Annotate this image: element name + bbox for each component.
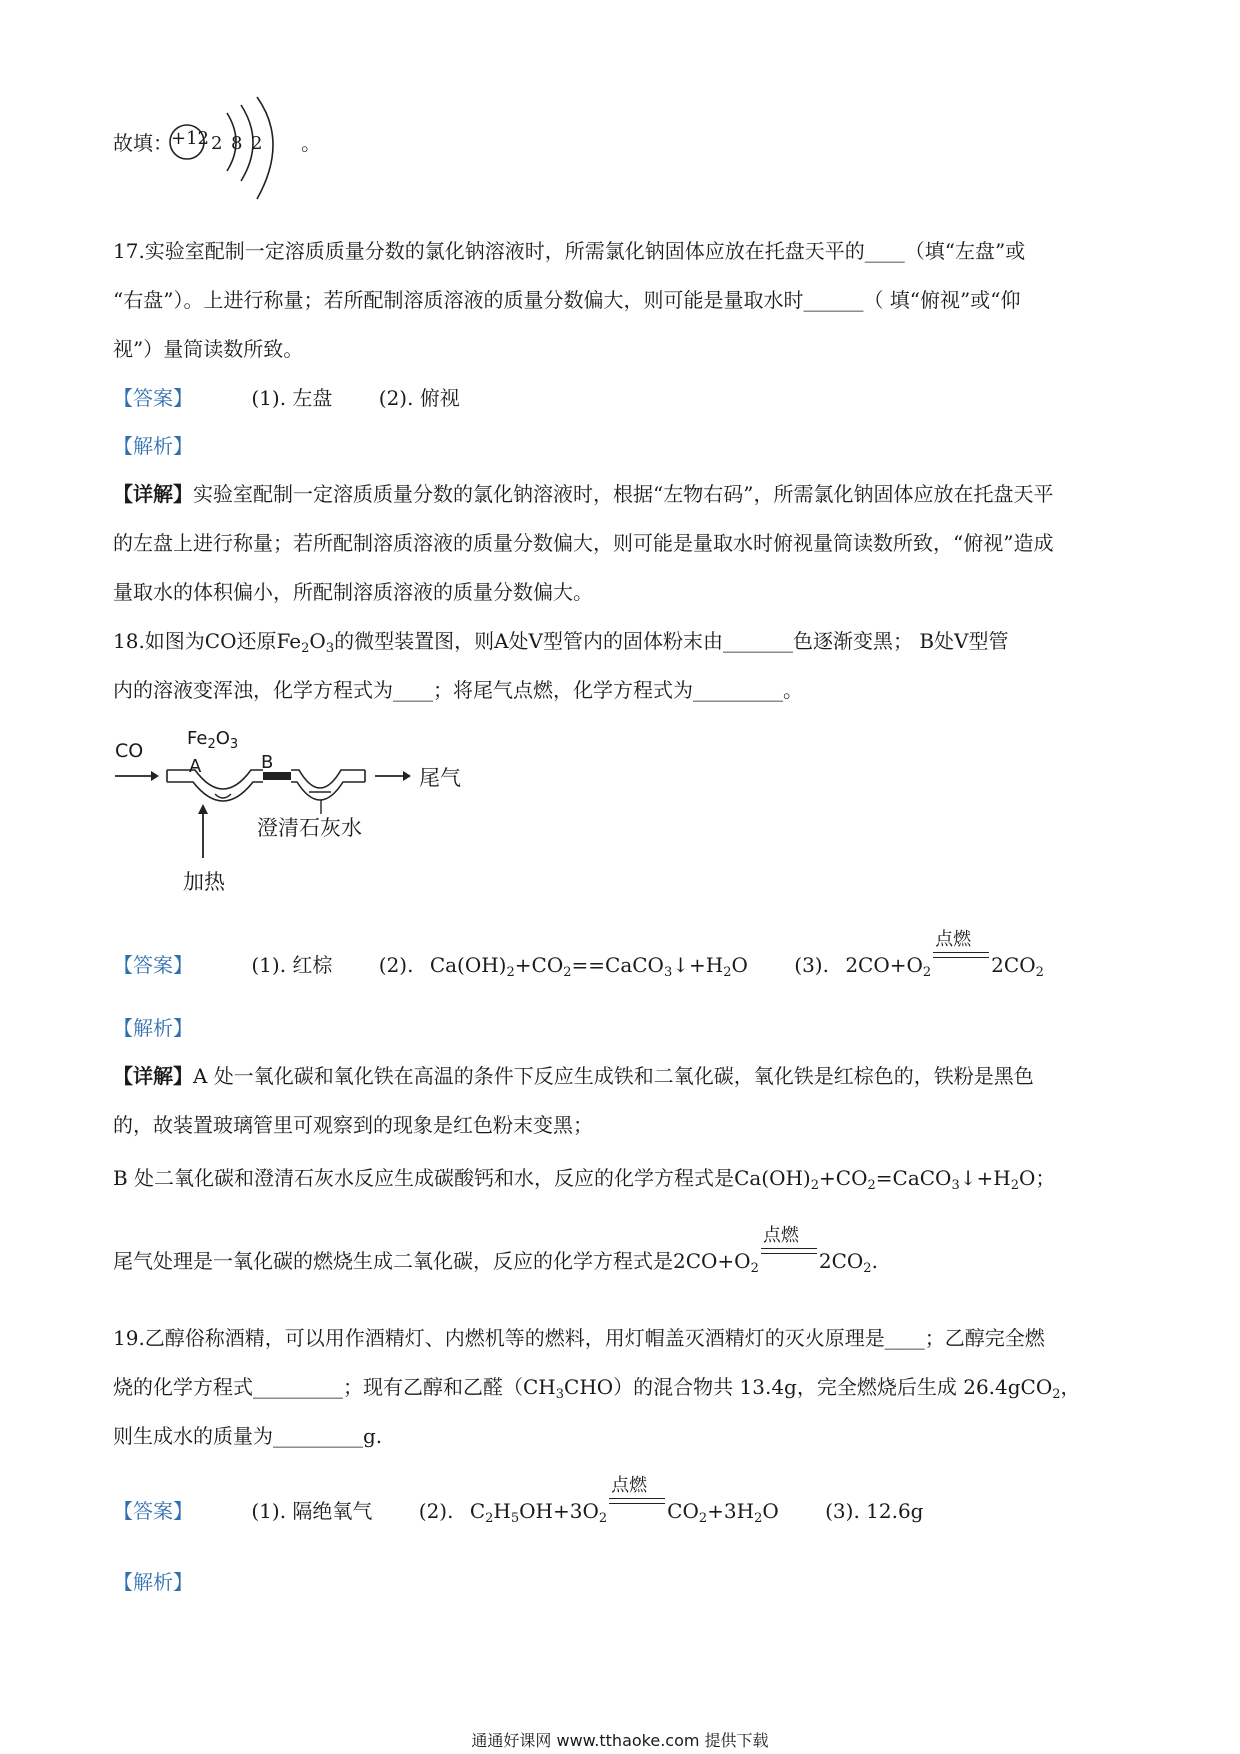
eq-sub: 2 xyxy=(723,965,732,980)
eq-o: O xyxy=(762,1499,779,1523)
q19-answer-row xyxy=(113,1475,1133,1535)
eq-sub: 2 xyxy=(698,1511,708,1526)
answer-tag: 【答案】 xyxy=(113,953,193,977)
eq-caco3: CaCO xyxy=(605,953,664,977)
eq-2co2: 2CO xyxy=(818,1249,864,1273)
sub-2: 2 xyxy=(1052,1387,1061,1402)
q19-analysis-tag: 【解析】 xyxy=(113,1570,193,1594)
q18-detail-line-1 xyxy=(113,1052,1133,1100)
q18-detail-line-4 xyxy=(113,1225,1133,1285)
q17-line-2: “右盘”）。上进行称量；若所配制溶质溶液的质量分数偏大，则可能是量取水时______（ 填“俯视”或“仰 xyxy=(113,288,1021,312)
heat-label: 加热 xyxy=(183,870,225,894)
suffix-text: 。 xyxy=(301,131,321,155)
eq-sign: == xyxy=(571,953,606,977)
tail-arrow-head xyxy=(403,771,411,781)
q18-detail-text-3: B 处二氧化碳和澄清石灰水反应生成碳酸钙和水，反应的化学方程式是 xyxy=(113,1166,735,1190)
eq-sub: 2 xyxy=(750,1261,759,1276)
co-label: CO xyxy=(115,740,144,762)
page-footer: 通通好课网 www.tthaoke.com 提供下载 xyxy=(471,1731,769,1750)
eq-sub: 2 xyxy=(598,1511,608,1526)
eq-sub: 5 xyxy=(510,1511,520,1526)
shell-count-3: 2 xyxy=(251,133,263,154)
eq-sub: 2 xyxy=(485,1511,494,1526)
shell-count-2: 8 xyxy=(231,133,243,154)
eq-sub: 2 xyxy=(867,1178,876,1193)
q17-line-3: 视”）量筒读数所致。 xyxy=(113,337,304,361)
sub-3: 3 xyxy=(325,641,335,656)
q18-detail-text-4: 尾气处理是一氧化碳的燃烧生成二氧化碳，反应的化学方程式是 xyxy=(113,1249,673,1273)
co-arrow-head xyxy=(151,771,159,781)
q18-detail-line-3 xyxy=(113,1154,1133,1202)
eq-sub: 2 xyxy=(563,965,572,980)
eq-sub: 2 xyxy=(1010,1178,1019,1193)
q18-line-1 xyxy=(113,617,1133,665)
q18-answer-3-label: (3). xyxy=(794,953,829,977)
o-text: O xyxy=(215,728,230,749)
q17-detail-line-2: 的左盘上进行称量；若所配制溶质溶液的质量分数偏大，则可能是量取水时俯视量筒读数所致，“俯视”造成 xyxy=(113,531,1054,555)
eq-o: O xyxy=(731,953,748,977)
eq-sub: 2 xyxy=(863,1261,872,1276)
apparatus-diagram xyxy=(113,728,493,898)
q18-answer-3 xyxy=(794,929,1044,989)
eq-sub: 3 xyxy=(951,1178,960,1193)
eq-sub: 2 xyxy=(506,965,515,980)
connector xyxy=(263,772,291,780)
answer-tag: 【答案】 xyxy=(113,386,193,410)
eq-3h2o: +3H xyxy=(707,1499,755,1523)
q19-line-2a: 烧的化学方程式_________；现有乙醇和乙醛（CH xyxy=(113,1375,556,1399)
q18-answer-2-label: (2). xyxy=(378,953,414,977)
q18-line-1a: 18.如图为CO还原Fe xyxy=(113,629,302,653)
eq-sub: 3 xyxy=(663,965,673,980)
eq-co2: +CO xyxy=(819,1166,868,1190)
q17-answer-row xyxy=(113,374,1133,422)
atom-structure-line xyxy=(113,95,513,205)
q19-line-1: 19.乙醇俗称酒精，可以用作酒精灯、内燃机等的燃料，用灯帽盖灭酒精灯的灭火原理是____；乙醇完全燃 xyxy=(113,1326,1045,1350)
q18-line-2: 内的溶液变浑浊，化学方程式为____；将尾气点燃，化学方程式为_________。 xyxy=(113,678,803,702)
detail-tag: 【详解】 xyxy=(113,482,193,506)
q17-detail-line-3: 量取水的体积偏小，所配制溶质溶液的质量分数偏大。 xyxy=(113,580,593,604)
eq-h: H xyxy=(493,1499,511,1523)
ignite-condition xyxy=(931,929,991,978)
eq-co2: CO xyxy=(667,1499,699,1523)
powder-a xyxy=(215,794,231,798)
q17-detail-text-1: 实验室配制一定溶质质量分数的氯化钠溶液时，根据“左物右码”，所需氯化钠固体应放在托盘天平 xyxy=(193,482,1054,506)
heat-arrow-head xyxy=(198,804,208,814)
q19-line-3: 则生成水的质量为_________g. xyxy=(113,1424,383,1448)
o-sub: 3 xyxy=(229,737,239,752)
ignite-text: 点燃 xyxy=(611,1475,648,1496)
equation-combustion xyxy=(845,929,1044,989)
eq-caoh: Ca(OH) xyxy=(429,953,507,977)
q17-detail-line-1 xyxy=(113,470,1133,518)
eq-caco3: CaCO xyxy=(892,1166,952,1190)
point-b-label: B xyxy=(261,752,274,773)
q18-detail-end-3: ； xyxy=(1035,1166,1056,1190)
eq-sign: = xyxy=(875,1166,893,1190)
limewater-label: 澄清石灰水 xyxy=(257,816,362,840)
prefix-text: 故填： xyxy=(113,131,173,155)
sub-3: 3 xyxy=(555,1387,565,1402)
q18-answer-2 xyxy=(379,941,748,989)
answer-tag: 【答案】 xyxy=(113,1499,193,1523)
eq-sub: 2 xyxy=(1035,965,1044,980)
fe-text: Fe xyxy=(187,728,208,749)
q18-line-1b: O xyxy=(309,629,326,653)
q19-answer-1: (1). 隔绝氧气 xyxy=(251,1499,373,1523)
q18-detail-end-4: . xyxy=(871,1249,878,1273)
eq-2co: 2CO+O xyxy=(845,953,923,977)
tail-gas-label: 尾气 xyxy=(419,766,461,790)
detail-tag: 【详解】 xyxy=(113,1064,193,1088)
q19-answer-2-label: (2). xyxy=(418,1499,454,1523)
eq-caoh: Ca(OH) xyxy=(734,1166,811,1190)
eq-arrow: ↓ xyxy=(959,1166,977,1190)
q19-line-2b: CHO）的混合物共 13.4g，完全燃烧后生成 26.4gCO xyxy=(564,1375,1053,1399)
q19-line-2 xyxy=(113,1363,1133,1411)
eq-sub: 2 xyxy=(754,1511,763,1526)
equation-ethanol xyxy=(469,1475,779,1535)
q18-answer-row xyxy=(113,929,1133,989)
q18-analysis-tag: 【解析】 xyxy=(113,1016,193,1040)
q19-answer-3: (3). 12.6g xyxy=(825,1499,924,1523)
sub-2: 2 xyxy=(301,641,310,656)
tube-inner xyxy=(167,782,365,801)
eq-sub: 2 xyxy=(810,1178,820,1193)
ignite-condition xyxy=(759,1225,819,1274)
eq-co2: +CO xyxy=(514,953,564,977)
q18-detail-text-1: A 处一氧化碳和氧化铁在高温的条件下反应生成铁和二氧化碳，氧化铁是红棕色的，铁粉是黑色 xyxy=(193,1064,1034,1088)
nucleus-charge: +12 xyxy=(171,128,209,149)
q18-line-1c: 的微型装置图，则A处V型管内的固体粉末由_______色逐渐变黑； B处V型管 xyxy=(334,629,1009,653)
q17-line-1: 17.实验室配制一定溶质质量分数的氯化钠溶液时，所需氯化钠固体应放在托盘天平的____（填“左盘”或 xyxy=(113,239,1026,263)
eq-oh: OH+3O xyxy=(519,1499,599,1523)
eq-2co2: 2CO xyxy=(991,953,1036,977)
shell-count-1: 2 xyxy=(211,133,223,154)
ignite-text: 点燃 xyxy=(762,1225,799,1246)
q18-answer-1: (1). 红棕 xyxy=(251,953,333,977)
ignite-text: 点燃 xyxy=(935,929,972,950)
q17-answer-1: (1). 左盘 xyxy=(251,386,333,410)
eq-2co: 2CO+O xyxy=(673,1249,751,1273)
eq-h2o: +H xyxy=(976,1166,1011,1190)
ignite-condition xyxy=(607,1475,667,1524)
q19-line-2c: ， xyxy=(1060,1375,1081,1399)
point-a-label: A xyxy=(189,756,202,777)
eq-sub: 2 xyxy=(922,965,932,980)
fe2o3-label xyxy=(187,728,239,752)
equation-limewater xyxy=(430,941,748,989)
q17-analysis-tag: 【解析】 xyxy=(113,434,193,458)
q18-detail-line-2: 的，故装置玻璃管里可观察到的现象是红色粉末变黑； xyxy=(113,1113,593,1137)
eq-arrow: ↓ xyxy=(672,953,690,977)
eq-o: O xyxy=(1019,1166,1036,1190)
q19-answer-2 xyxy=(418,1475,779,1535)
fe-sub: 2 xyxy=(207,737,216,752)
q17-answer-2: (2). 俯视 xyxy=(378,386,460,410)
eq-h2o: +H xyxy=(689,953,724,977)
eq-c: C xyxy=(469,1499,486,1523)
